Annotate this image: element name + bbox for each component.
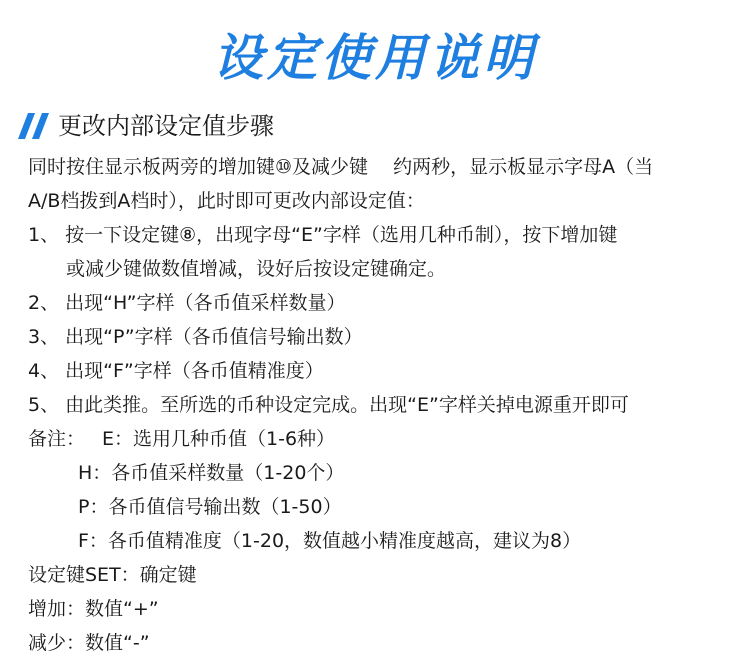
note-label: 备注： (28, 428, 86, 450)
note-item: P：各币值信号输出数（1-50） (78, 496, 342, 518)
step-line-continuation: 或减少键做数值增减，设好后按设定键确定。 (66, 258, 447, 280)
step-line: 5、 由此类推。至所选的币种设定完成。出现“E”字样关掉电源重开即可 (28, 394, 629, 416)
note-item: F：各币值精准度（1-20，数值越小精准度越高，建议为8） (78, 530, 582, 552)
double-slash-icon (18, 113, 50, 139)
step-line: 4、 出现“F”字样（各币值精准度） (28, 360, 324, 382)
key-line: 增加：数值“+” (28, 598, 159, 620)
intro-line: A/B档拨到A档时），此时即可更改内部设定值： (28, 190, 425, 212)
step-line: 3、 出现“P”字样（各币值信号输出数） (28, 326, 363, 348)
step-line: 1、 按一下设定键⑧，出现字母“E”字样（选用几种币制），按下增加键 (28, 224, 618, 246)
step-line: 2、 出现“H”字样（各币值采样数量） (28, 292, 346, 314)
note-item: E：选用几种币值（1-6种） (102, 428, 336, 450)
note-item: H：各币值采样数量（1-20个） (78, 462, 345, 484)
instructions-body (28, 150, 740, 660)
note-row (28, 422, 740, 456)
section-heading-text: 更改内部设定值步骤 (58, 112, 274, 140)
section-heading (18, 108, 274, 144)
page-title: 设定使用说明 (213, 29, 537, 87)
key-line: 设定键SET：确定键 (28, 564, 197, 586)
intro-line: 同时按住显示板两旁的增加键⑩及减少键 约两秒，显示板显示字母A（当 (28, 156, 654, 178)
key-line: 减少：数值“-” (28, 632, 150, 654)
